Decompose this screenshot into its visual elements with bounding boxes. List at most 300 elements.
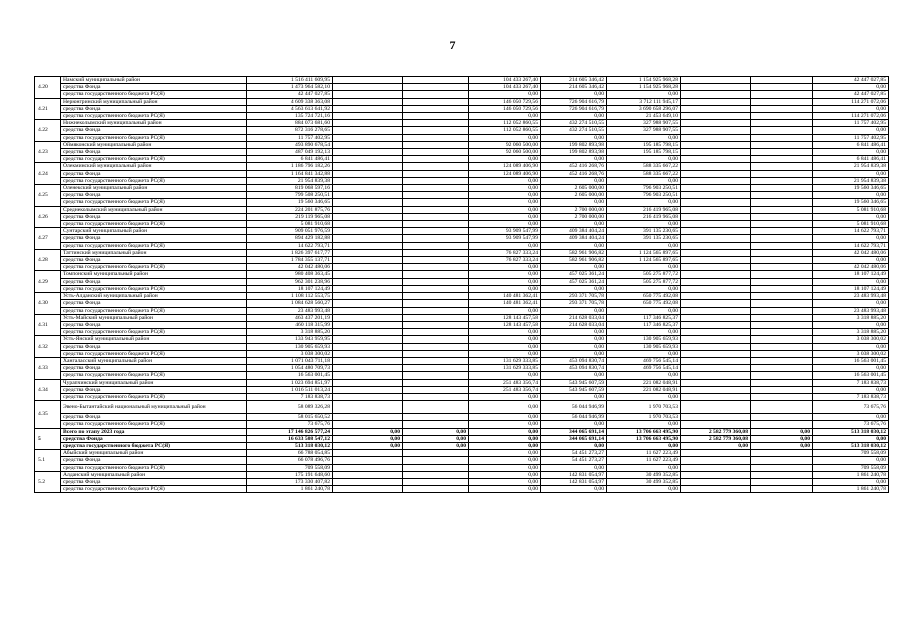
amount-cell: 140 481 362,41	[469, 300, 541, 307]
amount-cell	[333, 350, 403, 357]
amount-cell	[751, 235, 813, 242]
amount-cell	[333, 185, 403, 192]
row-name: средства государственного бюджета РС(Я)	[61, 113, 247, 120]
row-name: средства Фонда	[61, 213, 247, 220]
amount-cell: 0,00	[813, 105, 889, 112]
amount-cell: 0,00	[541, 156, 607, 163]
amount-cell	[681, 278, 751, 285]
amount-cell: 5 081 910,68	[813, 206, 889, 213]
amount-cell	[403, 127, 469, 134]
amount-cell	[403, 113, 469, 120]
table-row	[35, 105, 889, 112]
amount-cell: 0,00	[469, 213, 541, 220]
table-row	[35, 213, 889, 220]
amount-cell	[403, 163, 469, 170]
amount-cell	[681, 464, 751, 471]
amount-cell	[751, 134, 813, 141]
amount-cell: 0,00	[469, 192, 541, 199]
amount-cell: 543 945 607,59	[541, 379, 607, 386]
amount-cell: 135 724 721,16	[247, 113, 333, 120]
table-row	[35, 91, 889, 98]
row-name: Усть-Майский муниципальный район	[61, 314, 247, 321]
amount-cell: 0,00	[813, 213, 889, 220]
amount-cell	[751, 350, 813, 357]
amount-cell: 0,00	[751, 442, 813, 449]
amount-cell	[333, 450, 403, 457]
amount-cell: 0,00	[813, 386, 889, 393]
amount-cell	[681, 285, 751, 292]
amount-cell	[333, 235, 403, 242]
amount-cell: 650 775 492,08	[607, 300, 681, 307]
amount-cell	[333, 199, 403, 206]
amount-cell	[333, 170, 403, 177]
amount-cell: 58 015 650,52	[247, 414, 333, 421]
row-index: 4.32	[35, 336, 61, 358]
amount-cell	[681, 249, 751, 256]
amount-cell	[333, 329, 403, 336]
amount-cell	[751, 156, 813, 163]
amount-cell	[681, 365, 751, 372]
table-row	[35, 464, 889, 471]
amount-cell: 0,00	[469, 471, 541, 478]
amount-cell	[403, 421, 469, 428]
table-row	[35, 421, 889, 428]
amount-cell: 66 078 496,76	[247, 457, 333, 464]
row-name: средства государственного бюджета РС(Я)	[61, 372, 247, 379]
amount-cell: 42 042 480,06	[813, 264, 889, 271]
amount-cell	[403, 372, 469, 379]
table-row	[35, 350, 889, 357]
amount-cell: 130 905 659,93	[607, 336, 681, 343]
amount-cell	[403, 199, 469, 206]
amount-cell: 130 905 659,93	[247, 343, 333, 350]
amount-cell	[333, 98, 403, 105]
amount-cell: 23 483 993,48	[813, 293, 889, 300]
amount-cell: 0,00	[541, 307, 607, 314]
amount-cell: 0,00	[469, 336, 541, 343]
amount-cell	[333, 386, 403, 393]
amount-cell: 0,00	[813, 414, 889, 421]
table-row	[35, 264, 889, 271]
amount-cell	[333, 401, 403, 414]
amount-cell	[751, 314, 813, 321]
amount-cell: 0,00	[469, 206, 541, 213]
table-row	[35, 177, 889, 184]
row-name: средства Фонда	[61, 84, 247, 91]
amount-cell: 588 335 667,22	[607, 163, 681, 170]
amount-cell: 221 082 048,91	[607, 379, 681, 386]
amount-cell	[333, 414, 403, 421]
amount-cell: 453 094 830,74	[541, 357, 607, 364]
amount-cell	[333, 285, 403, 292]
table-row	[35, 120, 889, 127]
amount-cell: 16 563 001,45	[813, 357, 889, 364]
amount-cell	[751, 486, 813, 493]
amount-cell: 0,00	[469, 464, 541, 471]
amount-cell	[403, 343, 469, 350]
amount-cell: 0,00	[541, 336, 607, 343]
amount-cell: 0,00	[607, 442, 681, 449]
row-name: средства Фонда	[61, 457, 247, 464]
amount-cell: 30 499 352,85	[607, 471, 681, 478]
amount-cell	[681, 343, 751, 350]
amount-cell: 293 371 705,78	[541, 300, 607, 307]
amount-cell: 6 841 486,41	[247, 156, 333, 163]
amount-cell	[681, 134, 751, 141]
amount-cell: 42 447 027,85	[813, 91, 889, 98]
amount-cell	[403, 450, 469, 457]
amount-cell	[681, 450, 751, 457]
row-name: Таттинский муниципальный район	[61, 249, 247, 256]
amount-cell: 66 788 054,85	[247, 450, 333, 457]
amount-cell	[403, 379, 469, 386]
amount-cell: 0,00	[607, 177, 681, 184]
amount-cell: 3 690 658 296,07	[607, 105, 681, 112]
amount-cell: 251 483 356,74	[469, 379, 541, 386]
amount-cell	[751, 177, 813, 184]
amount-cell: 195 185 798,15	[607, 149, 681, 156]
amount-cell: 1 861 240,78	[813, 486, 889, 493]
amount-cell: 543 945 607,59	[541, 386, 607, 393]
row-index: 4.21	[35, 98, 61, 120]
amount-cell	[681, 91, 751, 98]
amount-cell: 42 447 027,85	[247, 91, 333, 98]
amount-cell: 4 563 613 641,92	[247, 105, 333, 112]
table-row	[35, 386, 889, 393]
amount-cell: 54 451 273,27	[541, 450, 607, 457]
amount-cell	[681, 257, 751, 264]
amount-cell	[751, 206, 813, 213]
amount-cell: 0,00	[469, 134, 541, 141]
amount-cell	[751, 141, 813, 148]
amount-cell	[681, 192, 751, 199]
amount-cell: 14 622 793,71	[813, 242, 889, 249]
amount-cell: 0,00	[469, 486, 541, 493]
amount-cell	[681, 393, 751, 400]
amount-cell: 214 628 033,04	[541, 314, 607, 321]
amount-cell: 650 775 492,08	[607, 293, 681, 300]
amount-cell: 505 275 877,72	[607, 278, 681, 285]
row-index: 4.33	[35, 357, 61, 379]
table-row	[35, 435, 889, 442]
amount-cell: 0,00	[607, 285, 681, 292]
amount-cell	[751, 257, 813, 264]
row-name: средства Фонда	[61, 386, 247, 393]
row-name: Усть-Алданский муниципальный район	[61, 293, 247, 300]
table-row	[35, 285, 889, 292]
amount-cell: 0,00	[541, 343, 607, 350]
amount-cell	[681, 177, 751, 184]
amount-cell: 214 628 033,04	[541, 321, 607, 328]
amount-cell: 19 560 346,65	[247, 199, 333, 206]
amount-cell: 0,00	[469, 307, 541, 314]
amount-cell: 73 675,76	[247, 421, 333, 428]
table-row	[35, 84, 889, 91]
amount-cell	[681, 379, 751, 386]
amount-cell	[333, 242, 403, 249]
amount-cell: 0,00	[333, 428, 403, 435]
row-name: средства Фонда	[61, 235, 247, 242]
amount-cell: 796 903 250,51	[607, 185, 681, 192]
row-name: средства Фонда	[61, 149, 247, 156]
amount-cell	[403, 478, 469, 485]
amount-cell	[403, 336, 469, 343]
row-index: 5.1	[35, 450, 61, 472]
amount-cell	[681, 120, 751, 127]
amount-cell: 0,00	[541, 393, 607, 400]
row-name: средства Фонда	[61, 192, 247, 199]
amount-cell: 819 068 597,16	[247, 185, 333, 192]
table-row	[35, 278, 889, 285]
amount-cell	[751, 457, 813, 464]
row-name: средства Фонда	[61, 127, 247, 134]
amount-cell	[403, 206, 469, 213]
amount-cell: 21 954 839,38	[813, 177, 889, 184]
amount-cell: 1 970 703,53	[607, 401, 681, 414]
amount-cell: 493 890 678,54	[247, 141, 333, 148]
funding-table	[34, 76, 889, 493]
amount-cell: 3 038 300,02	[813, 336, 889, 343]
amount-cell	[333, 271, 403, 278]
amount-cell: 0,00	[607, 421, 681, 428]
amount-cell: 17 146 826 577,24	[247, 428, 333, 435]
amount-cell: 469 756 545,14	[607, 365, 681, 372]
amount-cell	[751, 386, 813, 393]
amount-cell	[751, 228, 813, 235]
amount-cell	[403, 170, 469, 177]
row-name: Намский муниципальный район	[61, 77, 247, 84]
amount-cell: 128 143 457,58	[469, 321, 541, 328]
amount-cell: 0,00	[541, 264, 607, 271]
table-row	[35, 113, 889, 120]
amount-cell: 54 451 273,27	[541, 457, 607, 464]
amount-cell: 391 135 230,65	[607, 228, 681, 235]
amount-cell	[751, 336, 813, 343]
amount-cell: 0,00	[813, 321, 889, 328]
amount-cell	[681, 264, 751, 271]
amount-cell: 0,00	[813, 435, 889, 442]
amount-cell	[681, 457, 751, 464]
amount-cell	[681, 113, 751, 120]
amount-cell	[751, 379, 813, 386]
amount-cell	[681, 471, 751, 478]
amount-cell: 457 025 361,24	[541, 278, 607, 285]
amount-cell: 293 371 705,78	[541, 293, 607, 300]
amount-cell: 391 135 230,65	[607, 235, 681, 242]
amount-cell: 224 201 875,76	[247, 206, 333, 213]
amount-cell: 251 483 356,74	[469, 386, 541, 393]
amount-cell: 513 318 030,12	[247, 442, 333, 449]
amount-cell	[333, 357, 403, 364]
amount-cell: 11 757 402,95	[247, 134, 333, 141]
amount-cell: 11 757 402,95	[813, 134, 889, 141]
amount-cell: 469 756 545,14	[607, 357, 681, 364]
table-row	[35, 357, 889, 364]
amount-cell	[751, 393, 813, 400]
amount-cell	[681, 350, 751, 357]
amount-cell: 128 143 457,58	[469, 314, 541, 321]
amount-cell	[333, 457, 403, 464]
amount-cell: 16 563 001,45	[813, 372, 889, 379]
page-number: 7	[449, 38, 456, 52]
amount-cell	[333, 372, 403, 379]
amount-cell	[333, 249, 403, 256]
amount-cell	[751, 221, 813, 228]
amount-cell: 0,00	[541, 464, 607, 471]
amount-cell	[333, 379, 403, 386]
amount-cell: 0,00	[541, 242, 607, 249]
amount-cell	[333, 156, 403, 163]
amount-cell: 92 060 500,00	[469, 141, 541, 148]
amount-cell: 14 622 793,71	[247, 242, 333, 249]
amount-cell	[333, 314, 403, 321]
amount-cell	[681, 221, 751, 228]
amount-cell: 131 629 333,85	[469, 365, 541, 372]
amount-cell: 582 961 906,82	[541, 249, 607, 256]
amount-cell: 221 082 048,91	[607, 386, 681, 393]
table-row	[35, 257, 889, 264]
amount-cell	[403, 285, 469, 292]
amount-cell: 0,00	[403, 442, 469, 449]
amount-cell: 0,00	[751, 428, 813, 435]
amount-cell: 432 274 510,55	[541, 120, 607, 127]
amount-cell: 0,00	[541, 285, 607, 292]
row-name: средства государственного бюджета РС(Я)	[61, 91, 247, 98]
amount-cell	[333, 421, 403, 428]
amount-cell	[403, 271, 469, 278]
amount-cell: 3 038 300,02	[247, 350, 333, 357]
amount-cell	[403, 221, 469, 228]
amount-cell: 0,00	[469, 242, 541, 249]
row-index: 5.2	[35, 471, 61, 493]
amount-cell: 0,00	[813, 343, 889, 350]
amount-cell	[751, 293, 813, 300]
amount-cell: 1 071 043 711,18	[247, 357, 333, 364]
amount-cell: 2 582 779 360,08	[681, 435, 751, 442]
amount-cell: 452 416 268,76	[541, 170, 607, 177]
amount-cell	[333, 77, 403, 84]
amount-cell: 582 961 906,82	[541, 257, 607, 264]
amount-cell: 872 316 278,65	[247, 127, 333, 134]
amount-cell	[333, 228, 403, 235]
row-index: 4.25	[35, 185, 61, 207]
amount-cell: 124 089 406,90	[469, 163, 541, 170]
amount-cell	[403, 307, 469, 314]
amount-cell: 513 318 030,12	[813, 442, 889, 449]
amount-cell: 344 065 691,14	[541, 435, 607, 442]
amount-cell: 1 154 925 968,28	[607, 77, 681, 84]
amount-cell: 114 271 072,06	[813, 98, 889, 105]
amount-cell: 21 954 839,38	[813, 163, 889, 170]
table-row	[35, 336, 889, 343]
amount-cell	[681, 486, 751, 493]
amount-cell	[403, 293, 469, 300]
amount-cell: 709 558,09	[813, 450, 889, 457]
amount-cell	[403, 350, 469, 357]
amount-cell: 142 831 054,97	[541, 478, 607, 485]
amount-cell	[403, 192, 469, 199]
amount-cell	[333, 113, 403, 120]
amount-cell: 0,00	[541, 199, 607, 206]
amount-cell: 0,00	[681, 442, 751, 449]
amount-cell: 133 943 959,95	[247, 336, 333, 343]
amount-cell: 0,00	[607, 307, 681, 314]
table-row	[35, 228, 889, 235]
amount-cell: 1 970 703,53	[607, 414, 681, 421]
amount-cell	[333, 486, 403, 493]
amount-cell: 0,00	[607, 156, 681, 163]
amount-cell	[403, 105, 469, 112]
amount-cell: 4 609 338 363,08	[247, 98, 333, 105]
row-name: средства Фонда	[61, 478, 247, 485]
amount-cell	[333, 393, 403, 400]
amount-cell	[751, 91, 813, 98]
amount-cell: 1 016 511 013,24	[247, 386, 333, 393]
amount-cell	[751, 414, 813, 421]
amount-cell: 0,00	[541, 421, 607, 428]
amount-cell: 0,00	[541, 113, 607, 120]
amount-cell: 117 346 825,37	[607, 314, 681, 321]
amount-cell	[681, 300, 751, 307]
amount-cell: 0,00	[469, 177, 541, 184]
table-row	[35, 185, 889, 192]
row-name: средства Фонда	[61, 278, 247, 285]
row-index: 4.22	[35, 120, 61, 142]
row-name: Среднеколымский муниципальный район	[61, 206, 247, 213]
table-row	[35, 98, 889, 105]
amount-cell: 432 274 510,55	[541, 127, 607, 134]
amount-cell: 56 044 946,99	[541, 414, 607, 421]
amount-cell	[681, 242, 751, 249]
row-name: средства Фонда	[61, 414, 247, 421]
amount-cell: 13 706 663 495,90	[607, 428, 681, 435]
amount-cell: 146 050 729,56	[469, 105, 541, 112]
amount-cell: 93 909 547,99	[469, 235, 541, 242]
amount-cell	[333, 321, 403, 328]
amount-cell: 0,00	[607, 486, 681, 493]
amount-cell	[681, 206, 751, 213]
amount-cell	[403, 149, 469, 156]
amount-cell: 463 437 201,19	[247, 314, 333, 321]
amount-cell: 76 827 333,24	[469, 257, 541, 264]
amount-cell: 18 107 124,49	[813, 285, 889, 292]
amount-cell	[751, 77, 813, 84]
amount-cell: 0,00	[607, 464, 681, 471]
row-name: средства Фонда	[61, 435, 247, 442]
amount-cell: 0,00	[751, 435, 813, 442]
amount-cell	[681, 77, 751, 84]
amount-cell	[333, 278, 403, 285]
amount-cell	[751, 98, 813, 105]
amount-cell	[681, 314, 751, 321]
amount-cell	[751, 372, 813, 379]
row-name: средства государственного бюджета РС(Я)	[61, 486, 247, 493]
amount-cell: 0,00	[469, 113, 541, 120]
amount-cell	[681, 336, 751, 343]
table-row	[35, 314, 889, 321]
amount-cell	[403, 134, 469, 141]
amount-cell	[751, 199, 813, 206]
amount-cell: 11 627 223,49	[607, 450, 681, 457]
amount-cell	[333, 257, 403, 264]
amount-cell: 0,00	[469, 450, 541, 457]
amount-cell	[333, 163, 403, 170]
amount-cell: 0,00	[813, 478, 889, 485]
row-name: Оленекский муниципальный район	[61, 185, 247, 192]
amount-cell	[333, 464, 403, 471]
amount-cell: 0,00	[607, 393, 681, 400]
row-index: 4.30	[35, 293, 61, 315]
